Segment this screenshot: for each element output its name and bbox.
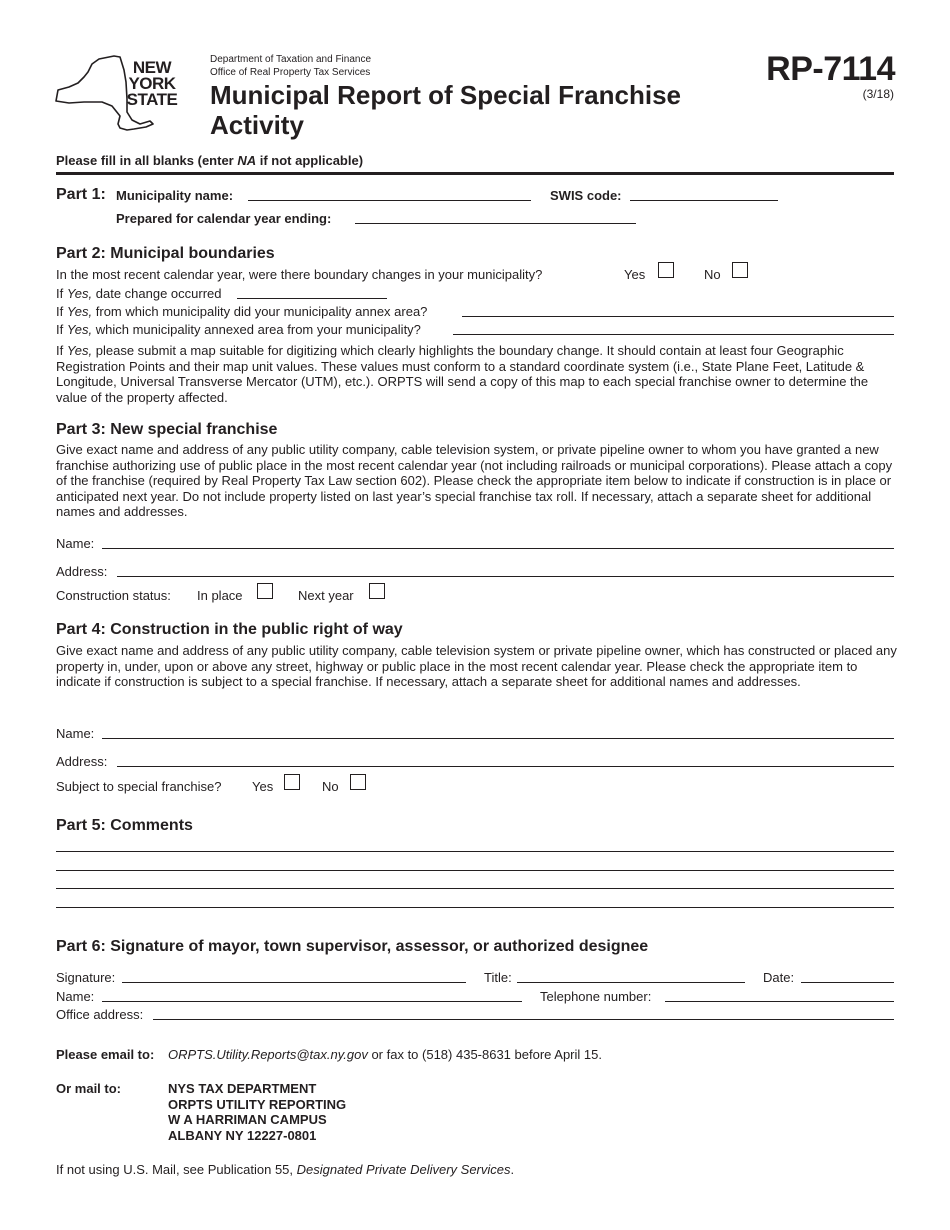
boundary-yes-label: Yes <box>624 267 646 282</box>
mail-line: ALBANY NY 12227-0801 <box>168 1127 317 1143</box>
comments-line-4[interactable] <box>56 907 894 908</box>
comments-line-2[interactable] <box>56 870 894 871</box>
calendar-year-label: Prepared for calendar year ending: <box>116 211 332 226</box>
part4-name-field[interactable] <box>102 738 894 739</box>
part1-label: Part 1: <box>56 186 106 203</box>
subject-yes-checkbox[interactable] <box>284 774 300 790</box>
nys-logo <box>54 54 180 134</box>
next-year-label: Next year <box>298 588 354 603</box>
part3-address-label: Address: <box>56 564 108 579</box>
part4-name-label: Name: <box>56 726 95 741</box>
office-address-field[interactable] <box>153 1019 894 1020</box>
email-instructions: ORPTS.Utility.Reports@tax.ny.gov or fax to (518) 435-8631 before April 15. <box>168 1047 602 1062</box>
annexed-by-label: If Yes, which municipality annexed area from your municipality? <box>56 322 421 337</box>
part2-heading: Part 2: Municipal boundaries <box>56 245 275 262</box>
part4-instructions: Give exact name and address of any public utility company, cable television system or private pipeline owner, which has constructed or placed any property in, under, upon or above any street, highway or public place in the most recent calendar year. Please check the appropriate item to indicate if construction is subject to a special franchise. If necessary, attach a separate sheet for additional names and addresses. <box>56 643 897 689</box>
swis-code-field[interactable] <box>630 200 778 201</box>
mailing-address <box>168 1081 346 1143</box>
header-rule <box>56 172 894 175</box>
title-line-2: Activity <box>210 110 304 140</box>
signer-name-label: Name: <box>56 989 95 1004</box>
signature-field[interactable] <box>122 982 466 983</box>
boundary-no-label: No <box>704 267 721 282</box>
department-name: Department of Taxation and Finance <box>210 54 372 65</box>
next-year-checkbox[interactable] <box>369 583 385 599</box>
subject-no-label: No <box>322 779 339 794</box>
mail-line: ORPTS UTILITY REPORTING <box>168 1096 347 1112</box>
comments-line-3[interactable] <box>56 888 894 889</box>
part3-name-field[interactable] <box>102 548 894 549</box>
part3-heading: Part 3: New special franchise <box>56 421 278 438</box>
publication-title: Designated Private Delivery Services <box>296 1162 511 1177</box>
email-address[interactable]: ORPTS.Utility.Reports@tax.ny.gov <box>168 1047 368 1062</box>
in-place-label: In place <box>197 588 243 603</box>
calendar-year-field[interactable] <box>355 223 636 224</box>
part4-address-field[interactable] <box>117 766 894 767</box>
annexed-from-field[interactable] <box>462 316 894 317</box>
municipality-name-field[interactable] <box>248 200 531 201</box>
title-field[interactable] <box>517 982 745 983</box>
fill-instructions: Please fill in all blanks (enter NA if not applicable) <box>56 153 364 168</box>
subject-yes-label: Yes <box>252 779 274 794</box>
date-field[interactable] <box>801 982 894 983</box>
mail-line: NYS TAX DEPARTMENT <box>168 1081 317 1096</box>
boundary-question: In the most recent calendar year, were there boundary changes in your municipality? <box>56 267 543 282</box>
boundary-yes-checkbox[interactable] <box>658 262 674 278</box>
swis-code-label: SWIS code: <box>550 188 622 203</box>
mail-line: W A HARRIMAN CAMPUS <box>168 1112 327 1127</box>
part3-name-label: Name: <box>56 536 95 551</box>
page-title <box>210 80 681 140</box>
office-address-label: Office address: <box>56 1007 144 1022</box>
annexed-by-field[interactable] <box>453 334 894 335</box>
form-number: RP-7114 <box>766 50 895 88</box>
date-change-field[interactable] <box>237 298 387 299</box>
part6-heading: Part 6: Signature of mayor, town supervisor, assessor, or authorized designee <box>56 938 649 955</box>
title-label: Title: <box>484 970 512 985</box>
date-label: Date: <box>763 970 795 985</box>
boundary-no-checkbox[interactable] <box>732 262 748 278</box>
logo-word-york: YORK <box>128 74 176 93</box>
date-change-label: If Yes, date change occurred <box>56 286 222 301</box>
email-label: Please email to: <box>56 1047 155 1062</box>
form-revision: (3/18) <box>862 87 894 101</box>
part4-address-label: Address: <box>56 754 108 769</box>
signer-name-field[interactable] <box>102 1001 522 1002</box>
construction-status-label: Construction status: <box>56 588 171 603</box>
subject-franchise-label: Subject to special franchise? <box>56 779 222 794</box>
part3-instructions: Give exact name and address of any public utility company, cable television system, or private pipeline owner to whom you have granted a new franchise authorizing use of public place in the most recent calendar year (not including railroads or municipal corporations). Please attach a copy of the franchise (required by Real Property Tax Law section 602). Please check the appropriate item below to indicate if construction is in place or anticipated next year. Do not include property listed on last year’s special franchise tax roll. If necessary, attach a separate sheet for additional names and addresses. <box>56 442 893 519</box>
annexed-from-label: If Yes, from which municipality did your municipality annex area? <box>56 304 428 319</box>
part5-heading: Part 5: Comments <box>56 817 193 834</box>
logo-word-state: STATE <box>126 90 178 109</box>
mail-label: Or mail to: <box>56 1081 122 1096</box>
telephone-label: Telephone number: <box>540 989 652 1004</box>
municipality-name-label: Municipality name: <box>116 188 234 203</box>
part3-address-field[interactable] <box>117 576 894 577</box>
signature-label: Signature: <box>56 970 116 985</box>
map-instructions: If Yes, please submit a map suitable for digitizing which clearly highlights the boundary change. It should contain at least four Geographic Registration Points and their map unit values. These values must conform to a standard coordinate system (i.e., State Plane Feet, Latitude & Longitude, Universal Transverse Mercator (UTM), etc.). ORPTS will send a copy of this map to each special franchise owner to determine the value of the property affected. <box>56 343 869 405</box>
in-place-checkbox[interactable] <box>257 583 273 599</box>
delivery-note: If not using U.S. Mail, see Publication 55, Designated Private Delivery Services. <box>56 1162 515 1177</box>
part4-heading: Part 4: Construction in the public right of way <box>56 621 403 638</box>
subject-no-checkbox[interactable] <box>350 774 366 790</box>
telephone-field[interactable] <box>665 1001 894 1002</box>
office-name: Office of Real Property Tax Services <box>210 67 371 78</box>
logo-word-new: NEW <box>132 58 172 77</box>
title-line-1: Municipal Report of Special Franchise <box>210 80 681 110</box>
comments-line-1[interactable] <box>56 851 894 852</box>
